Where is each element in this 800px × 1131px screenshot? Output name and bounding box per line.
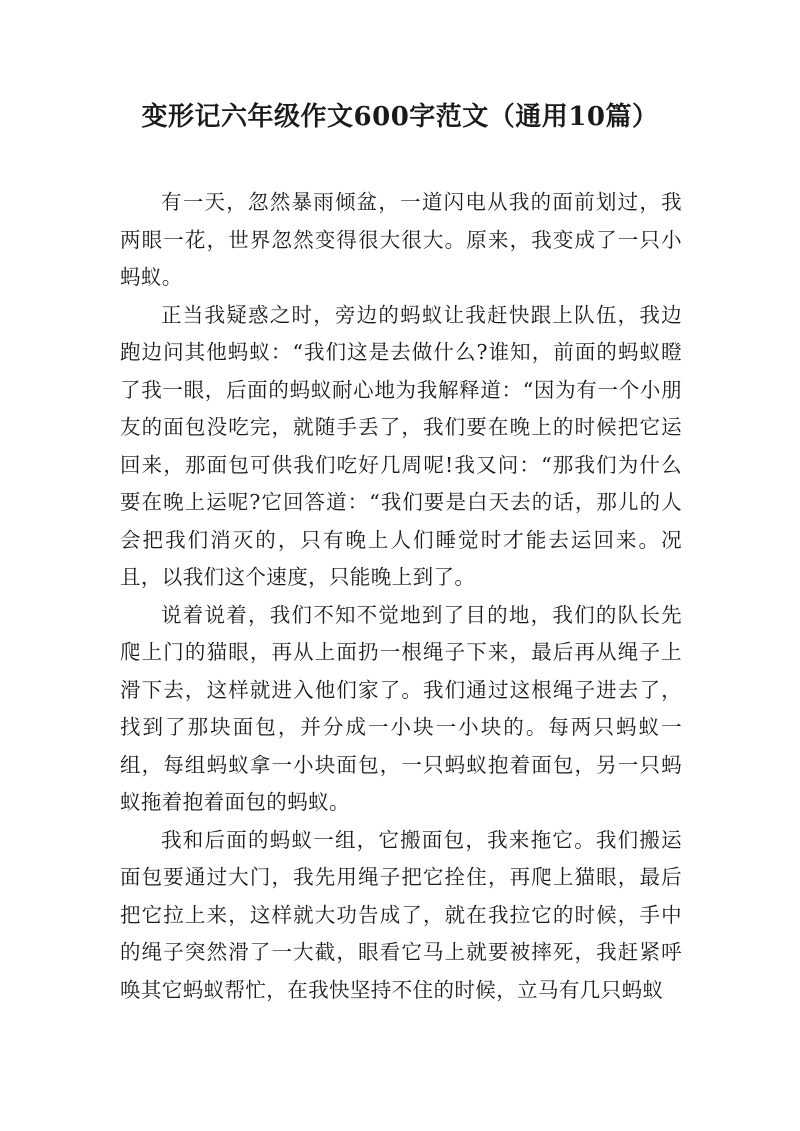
paragraph: 有一天，忽然暴雨倾盆，一道闪电从我的面前划过，我两眼一花，世界忽然变得很大很大。原来，我变成了一只小蚂蚁。: [120, 190, 682, 289]
document-body: [120, 184, 682, 1009]
paragraph: 我和后面的蚂蚁一组，它搬面包，我来拖它。我们搬运面包要通过大门，我先用绳子把它拴住，再爬上猫眼，最后把它拉上来，这样就大功告成了，就在我拉它的时候，手中的绳子突然滑了一大截，眼看它马上就要被摔死，我赶紧呼唤其它蚂蚁帮忙，在我快坚持不住的时候，立马有几只蚂蚁: [120, 827, 682, 1002]
document-title: 变形记六年级作文600字范文（通用10篇）: [141, 102, 659, 132]
paragraph: 说着说着，我们不知不觉地到了目的地，我们的队长先爬上门的猫眼，再从上面扔一根绳子下来，最后再从绳子上滑下去，这样就进入他们家了。我们通过这根绳子进去了，找到了那块面包，并分成一小块一小块的。每两只蚂蚁一组，每组蚂蚁拿一小块面包，一只蚂蚁抱着面包，另一只蚂蚁拖着抱着面包的蚂蚁。: [120, 602, 682, 814]
paragraph: 正当我疑惑之时，旁边的蚂蚁让我赶快跟上队伍，我边跑边问其他蚂蚁：“我们这是去做什么?谁知，前面的蚂蚁瞪了我一眼，后面的蚂蚁耐心地为我解释道：“因为有一个小朋友的面包没吃完，就随手丢了，我们要在晚上的时候把它运回来，那面包可供我们吃好几周呢!我又问：“那我们为什么要在晚上运呢?它回答道：“我们要是白天去的话，那儿的人会把我们消灭的，只有晚上人们睡觉时才能去运回来。况且，以我们这个速度，只能晚上到了。: [120, 302, 682, 589]
